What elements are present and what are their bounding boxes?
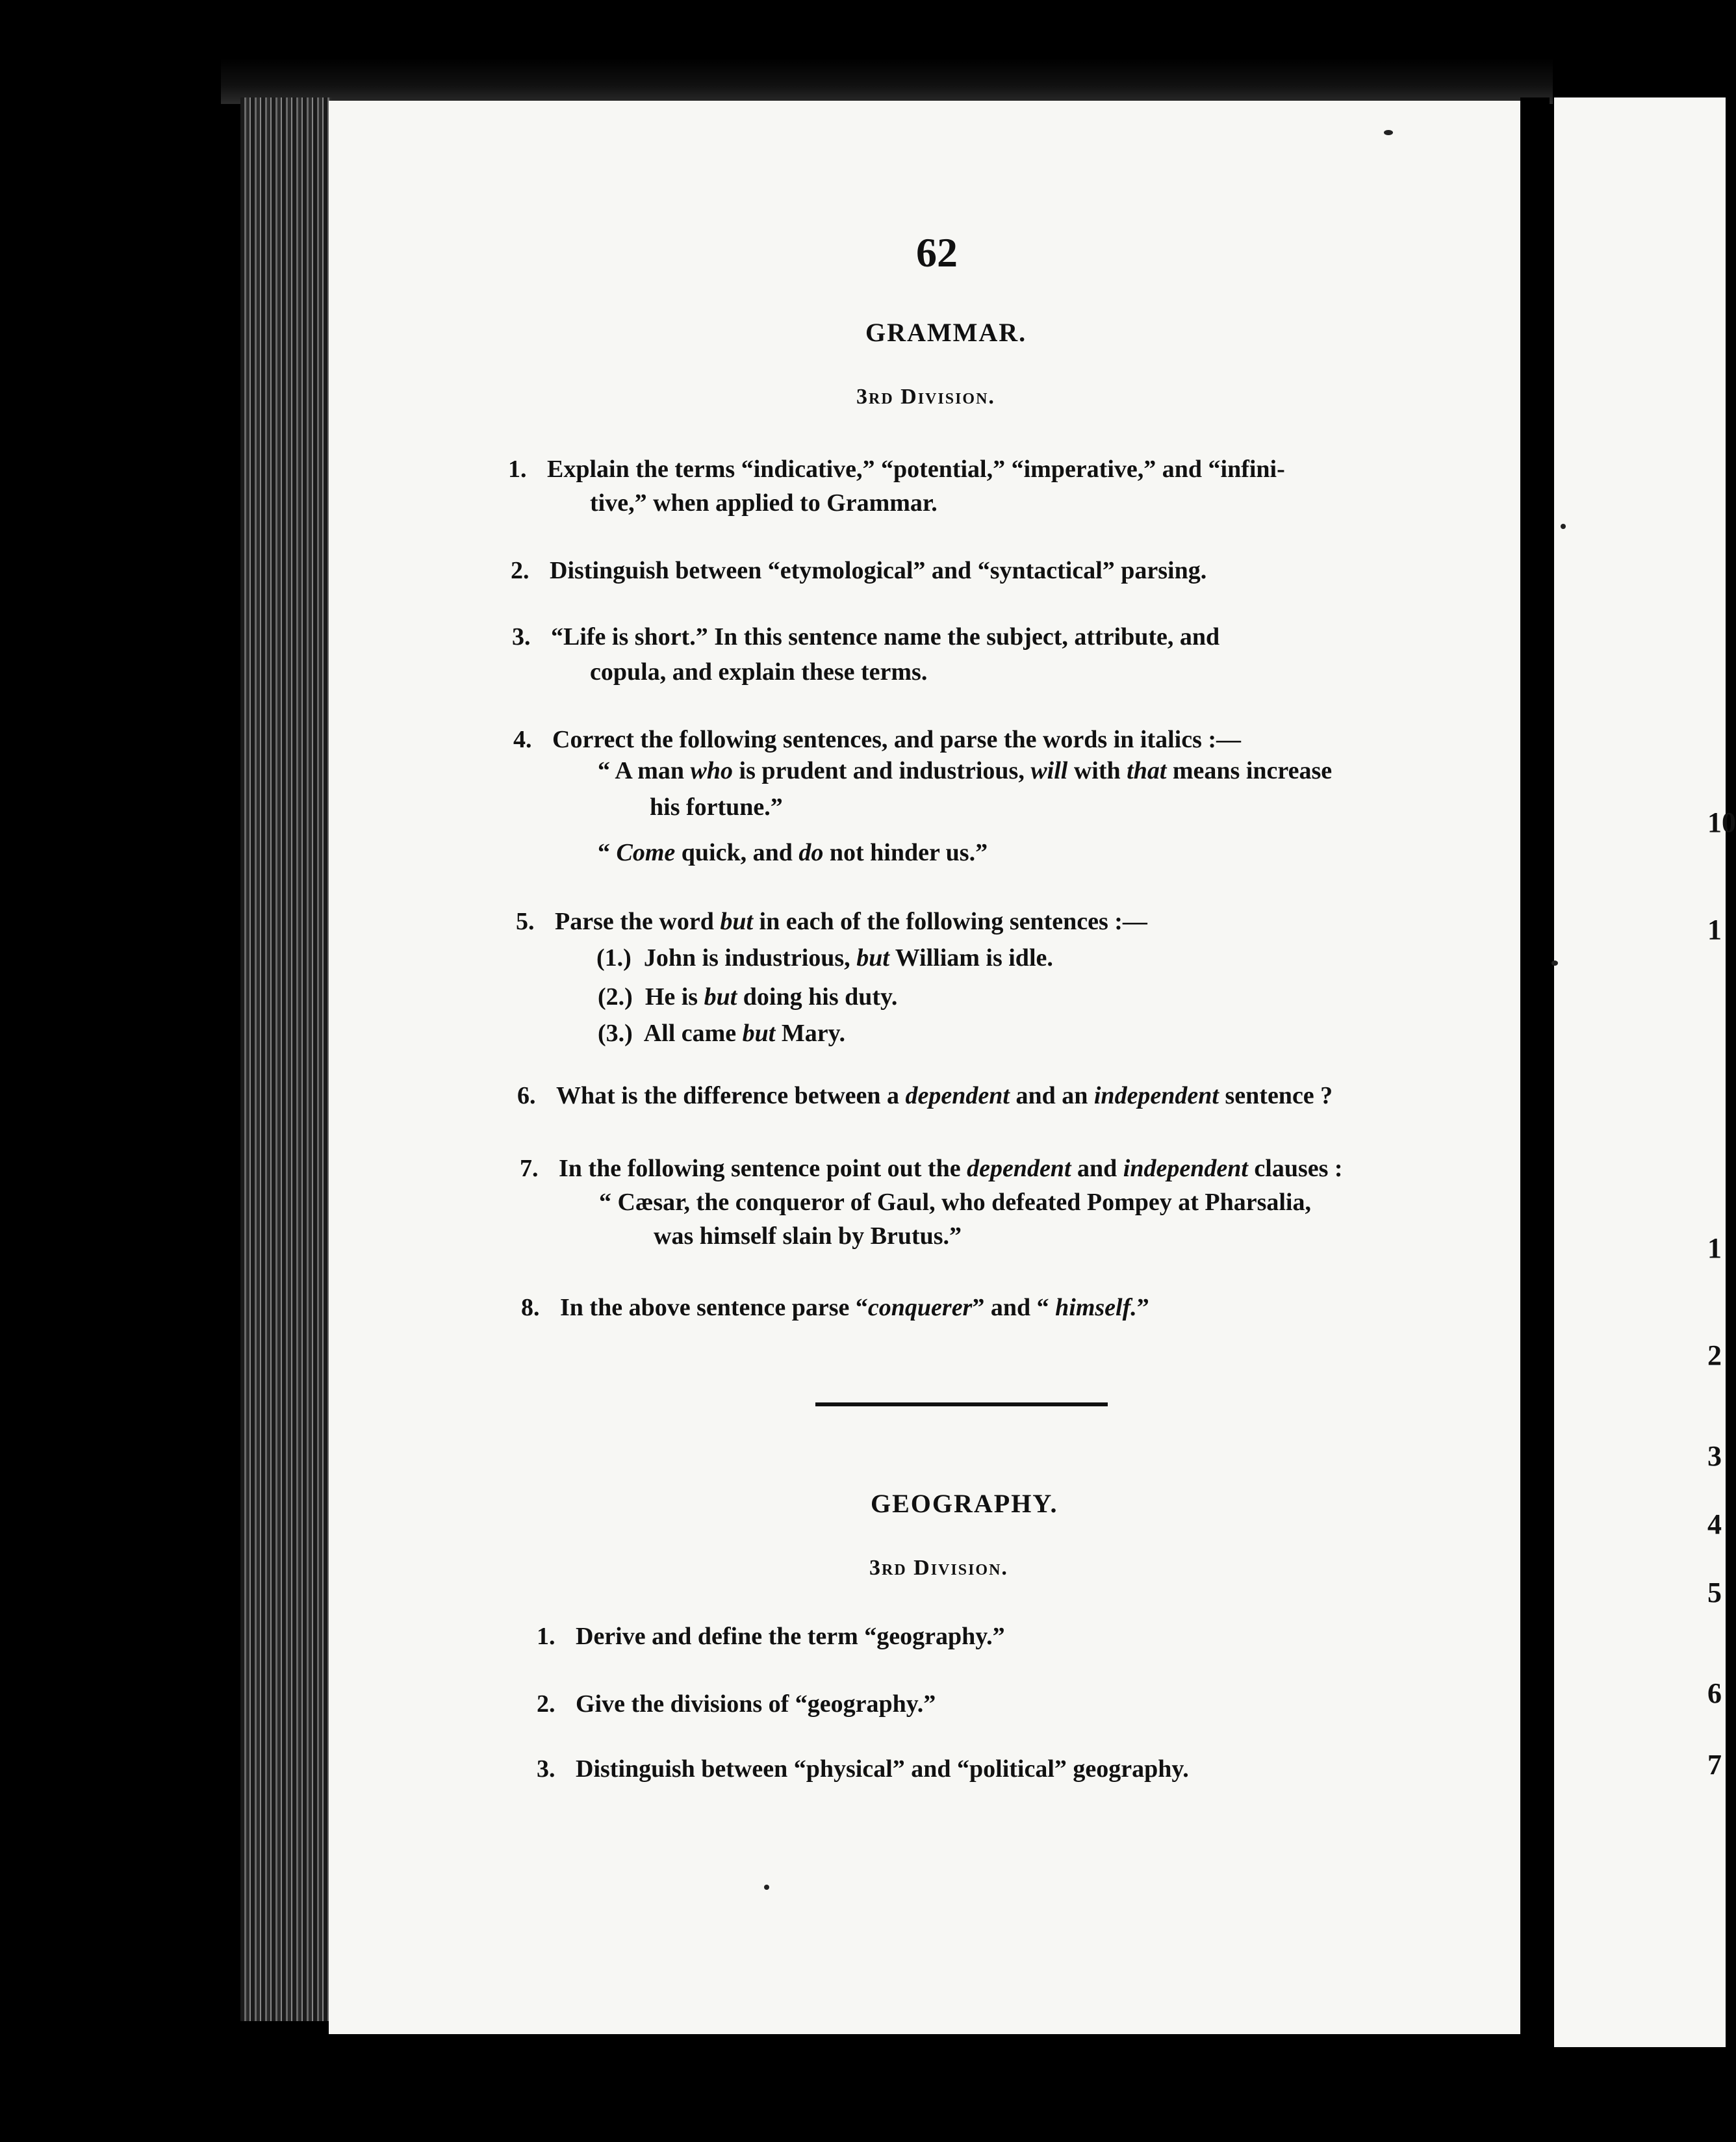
question-text: Explain the terms “indicative,” “potential,” “imperative,” and “infini- (547, 456, 1285, 483)
question-5 (516, 907, 1147, 936)
example-sentence (598, 838, 988, 867)
question-7 (520, 1154, 1343, 1183)
section-divider (815, 1402, 1108, 1406)
sub-item-text: doing his duty. (737, 983, 898, 1011)
question-number: 5. (516, 908, 535, 935)
quoted-sentence-continuation: was himself slain by Brutus.” (654, 1222, 962, 1250)
facing-page-number: 7 (1707, 1749, 1722, 1781)
example-text: “ (598, 839, 617, 866)
question-text: What is the difference between a (556, 1082, 906, 1109)
facing-page-number: 5 (1707, 1577, 1722, 1608)
question-number: 3. (537, 1755, 555, 1783)
section-title-grammar: GRAMMAR. (865, 318, 1027, 347)
section-title-geography: GEOGRAPHY. (871, 1489, 1058, 1518)
book-top-edge (221, 58, 1553, 104)
italic-word: Come (616, 839, 676, 866)
sub-item (598, 1019, 845, 1048)
question-number: 8. (521, 1294, 540, 1321)
question-2 (511, 556, 1206, 585)
italic-word: but (720, 908, 754, 935)
question-text: “Life is short.” In this sentence name the subject, attribute, and (551, 623, 1220, 651)
question-3 (537, 1755, 1189, 1783)
ink-speck (1561, 524, 1566, 529)
question-text: ” (1136, 1294, 1149, 1321)
example-text: “ A man (598, 757, 691, 784)
division-label: 3rd Division. (869, 1556, 1008, 1580)
question-number: 6. (517, 1082, 536, 1109)
facing-page-number: 1 (1707, 914, 1722, 946)
question-text: clauses : (1247, 1155, 1343, 1182)
question-text: Derive and define the term “geography.” (576, 1623, 1005, 1650)
question-text: In the above sentence parse “ (560, 1294, 868, 1321)
question-text: Distinguish between “etymological” and “syntactical” parsing. (550, 557, 1207, 584)
question-6 (517, 1081, 1333, 1110)
question-number: 1. (508, 456, 527, 483)
book-page-edges (240, 97, 331, 2021)
question-text: and an (1009, 1082, 1094, 1109)
facing-page-number: 2 (1707, 1339, 1722, 1371)
question-number: 1. (537, 1623, 555, 1650)
italic-word: who (690, 757, 734, 784)
question-1 (508, 455, 1285, 484)
facing-page-number: 1 (1707, 1232, 1722, 1264)
question-text: In the following sentence point out the (559, 1155, 967, 1182)
italic-word: dependent (967, 1155, 1071, 1182)
example-sentence (598, 756, 1332, 785)
sub-item (596, 944, 1053, 972)
question-3-continuation: copula, and explain these terms. (590, 658, 928, 686)
italic-word: but (742, 1020, 776, 1047)
italic-word: do (798, 839, 824, 866)
sub-item-text: Mary. (775, 1020, 846, 1047)
sub-item-label: (3.) (598, 1020, 633, 1047)
question-number: 4. (513, 726, 532, 753)
question-text: ” and “ (972, 1294, 1056, 1321)
example-text: means increase (1166, 757, 1333, 784)
question-text: and (1071, 1155, 1123, 1182)
example-text: not hinder us.” (823, 839, 988, 866)
question-2 (537, 1690, 936, 1718)
question-text: Give the divisions of “geography.” (576, 1690, 936, 1718)
italic-word: independent (1123, 1155, 1248, 1182)
example-sentence-continuation: his fortune.” (650, 794, 783, 821)
facing-page (1554, 97, 1726, 2047)
italic-word: himself. (1055, 1294, 1137, 1321)
question-1 (537, 1622, 1005, 1651)
division-label: 3rd Division. (856, 385, 995, 409)
italic-word: that (1127, 757, 1167, 784)
sub-item-text: William is idle. (889, 944, 1053, 972)
question-number: 7. (520, 1155, 539, 1182)
italic-word: but (704, 983, 737, 1011)
question-8 (521, 1293, 1149, 1322)
question-4 (513, 725, 1241, 754)
question-number: 2. (511, 557, 530, 584)
example-text: with (1067, 757, 1127, 784)
italic-word: independent (1093, 1082, 1219, 1109)
italic-word: will (1030, 757, 1068, 784)
sub-item-text: All came (643, 1020, 743, 1047)
italic-word: but (856, 944, 889, 972)
question-text: Distinguish between “physical” and “political” geography. (576, 1755, 1189, 1783)
question-number: 2. (537, 1690, 555, 1718)
ink-speck (1551, 961, 1558, 966)
italic-word: dependent (905, 1082, 1010, 1109)
facing-page-number: 3 (1707, 1440, 1722, 1472)
italic-word: conquerer (867, 1294, 973, 1321)
facing-page-number: 6 (1707, 1677, 1722, 1709)
page-number: 62 (916, 229, 958, 276)
facing-page-number: 4 (1707, 1508, 1722, 1540)
question-number: 3. (512, 623, 531, 651)
question-text: Parse the word but in each of the following sentences :— (555, 908, 1147, 935)
sub-item-label: (2.) (598, 983, 633, 1011)
sub-item-text: John is industrious, (643, 944, 857, 972)
facing-page-number: 10 (1707, 806, 1736, 838)
sub-item-text: He is (645, 983, 704, 1011)
ink-speck (764, 1885, 769, 1890)
question-1-continuation: tive,” when applied to Grammar. (590, 489, 938, 517)
question-text: Correct the following sentences, and parse the words in italics :— (552, 726, 1242, 753)
example-text: quick, and (675, 839, 799, 866)
ink-speck (1384, 130, 1393, 135)
sub-item (598, 983, 897, 1011)
example-text: is prudent and industrious, (733, 757, 1031, 784)
book-gutter (1520, 97, 1550, 2047)
sub-item-label: (1.) (596, 944, 632, 972)
quoted-sentence: “ Cæsar, the conqueror of Gaul, who defeated Pompey at Pharsalia, (599, 1189, 1311, 1216)
question-text: sentence ? (1219, 1082, 1333, 1109)
question-3 (512, 623, 1219, 651)
